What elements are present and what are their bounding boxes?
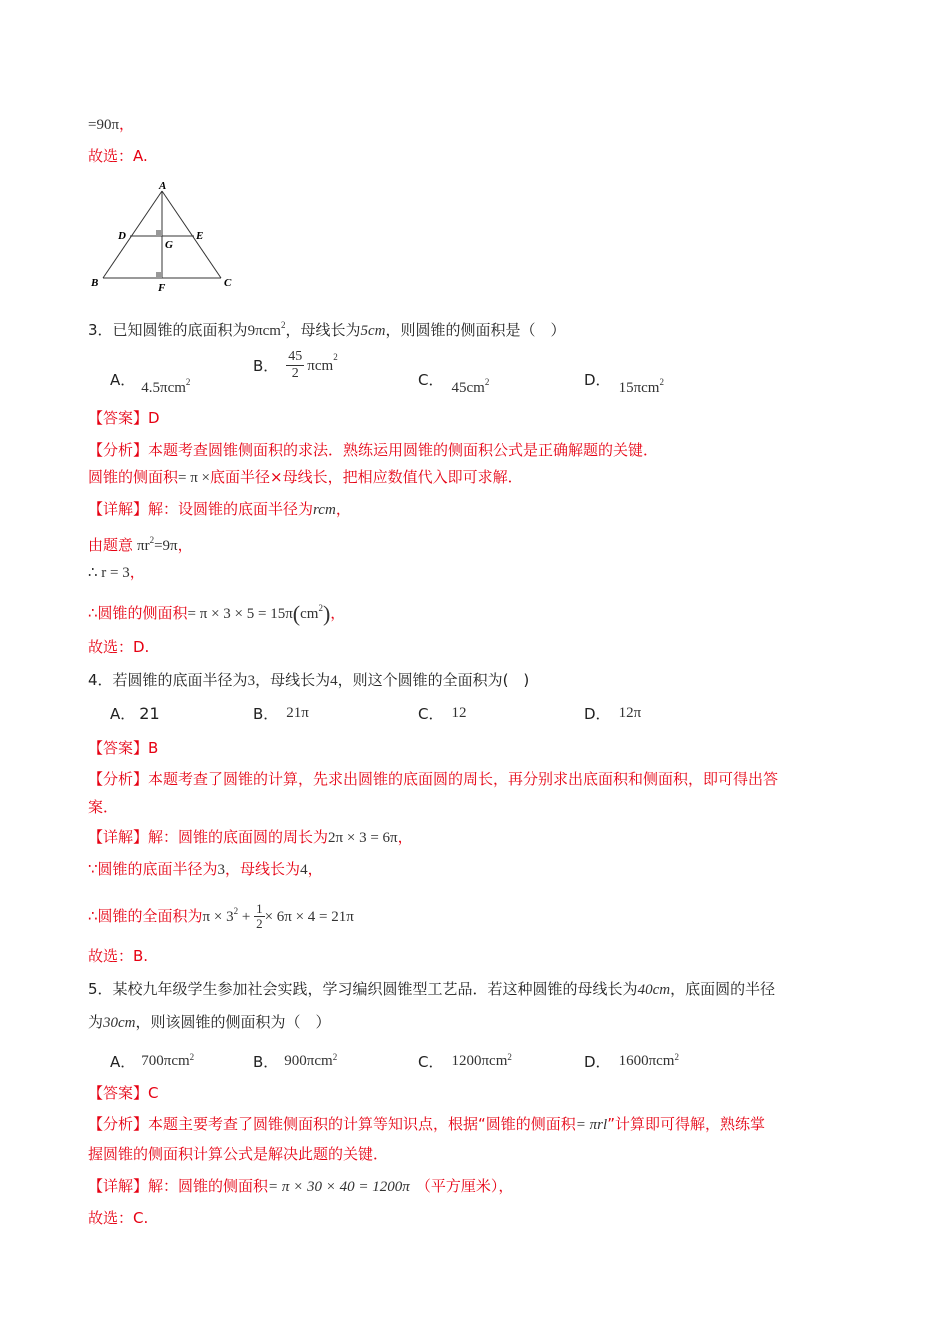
q5-choose: 故选：C. xyxy=(88,1209,149,1227)
option-letter: A． xyxy=(110,371,136,389)
formula-text: 圆锥的侧面积 xyxy=(88,468,179,486)
question-3-stem xyxy=(88,315,566,341)
stem-math: 4 xyxy=(330,673,338,689)
option-letter: C． xyxy=(418,371,444,389)
superscript: 2 xyxy=(484,377,490,387)
punctuation: ， xyxy=(129,563,145,581)
answer-value: B xyxy=(148,739,159,757)
q3-step-3 xyxy=(88,598,345,624)
q4-analysis-cont: 案． xyxy=(88,798,119,816)
stem-text: ，母线长为 xyxy=(255,671,331,689)
option-value: 1200πcm xyxy=(451,1053,508,1069)
previous-result-math: =90π xyxy=(88,117,120,133)
superscript: 2 xyxy=(233,906,239,916)
label-a: A xyxy=(159,180,167,192)
question-5-stem-cont xyxy=(88,1012,331,1033)
q4-choose: 故选：B. xyxy=(88,947,149,965)
stem-text: 已知圆锥的底面积为 xyxy=(112,321,248,339)
q3-option-d[interactable] xyxy=(584,365,664,396)
q5-option-d[interactable] xyxy=(584,1047,679,1073)
superscript: 2 xyxy=(659,377,664,387)
detail-math: = π × 30 × 40 = 1200π xyxy=(268,1179,410,1195)
fraction xyxy=(286,349,304,382)
q4-analysis xyxy=(88,769,778,789)
q5-option-c[interactable] xyxy=(418,1047,512,1073)
q3-option-a[interactable] xyxy=(110,365,191,396)
question-number: 5． xyxy=(88,980,113,998)
q4-option-a[interactable] xyxy=(110,704,160,724)
punctuation: ， xyxy=(177,536,193,554)
fraction-denominator: 2 xyxy=(291,366,299,381)
step-math: ∴ r = 3 xyxy=(88,565,130,581)
q4-step-2 xyxy=(88,897,354,931)
q4-option-c[interactable] xyxy=(418,704,466,725)
superscript: 2 xyxy=(332,1052,338,1062)
q3-analysis xyxy=(88,440,658,460)
previous-answer-choice: 故选：A. xyxy=(88,147,148,165)
analysis-text: 本题主要考查了圆锥侧面积的计算等知识点，根据“圆锥的侧面积 xyxy=(148,1115,576,1133)
stem-text: ，则圆锥的侧面积是（ ） xyxy=(385,321,566,339)
option-letter: C． xyxy=(418,705,444,723)
detail-tag: 【详解】 xyxy=(88,500,149,518)
superscript: 2 xyxy=(674,1052,679,1062)
detail-tag: 【详解】 xyxy=(88,1177,149,1195)
superscript: 2 xyxy=(185,377,191,387)
analysis-tag: 【分析】 xyxy=(88,770,149,788)
punctuation: ， xyxy=(330,604,346,622)
q3-step-1 xyxy=(88,530,193,556)
stem-math: 9πcm xyxy=(247,323,281,339)
stem-math: 30cm xyxy=(103,1015,136,1031)
stem-text: 某校九年级学生参加社会实践，学习编织圆锥型工艺品．若这种圆锥的母线长为 xyxy=(112,980,638,998)
option-value: 700πcm xyxy=(141,1053,190,1069)
triangle-figure xyxy=(88,178,248,294)
q5-analysis-cont: 握圆锥的侧面积计算公式是解决此题的关键． xyxy=(88,1145,389,1163)
label-b: B xyxy=(91,277,99,289)
step-math: πr xyxy=(137,538,150,554)
superscript: 2 xyxy=(507,1052,512,1062)
q3-option-c[interactable] xyxy=(418,365,490,396)
label-c: C xyxy=(224,277,232,289)
option-letter: D． xyxy=(584,1053,611,1071)
step-text: ，母线长为 xyxy=(225,860,301,878)
side-ab xyxy=(103,191,162,278)
q3-choose: 故选：D. xyxy=(88,638,150,656)
q5-answer xyxy=(88,1083,159,1103)
previous-result-line xyxy=(88,114,134,135)
answer-value: C xyxy=(148,1084,159,1102)
fraction-numerator: 1 xyxy=(256,901,263,916)
q3-option-b[interactable] xyxy=(253,347,338,382)
step-math: π × 3 xyxy=(202,909,234,925)
unit: cm xyxy=(300,606,319,622)
answer-value: D xyxy=(148,409,160,427)
fraction-denominator: 2 xyxy=(256,916,263,931)
step-math: = π × 3 × 5 = 15π xyxy=(187,606,293,622)
q4-detail xyxy=(88,827,413,848)
step-math: 4 xyxy=(300,862,308,878)
stem-math: 40cm xyxy=(637,982,671,998)
question-5-stem xyxy=(88,979,775,1000)
superscript: 2 xyxy=(318,603,323,613)
option-value: 21π xyxy=(286,705,309,721)
fraction-numerator: 45 xyxy=(288,349,303,364)
step-math: + xyxy=(238,909,255,925)
detail-text: 解：圆锥的侧面积 xyxy=(148,1177,269,1195)
detail-math: rcm xyxy=(313,502,336,518)
fraction xyxy=(254,902,265,931)
right-angle-mark-g xyxy=(156,230,162,236)
stem-text: 为 xyxy=(88,1013,104,1031)
analysis-text: 本题考查了圆锥的计算，先求出圆锥的底面圆的周长，再分别求出底面积和侧面积，即可得出答 xyxy=(148,770,779,788)
punctuation: ， xyxy=(119,115,135,133)
option-value: 12π xyxy=(618,705,642,721)
paren: ) xyxy=(322,601,331,626)
option-value: 21 xyxy=(139,704,160,723)
analysis-math: = πrl xyxy=(575,1117,608,1133)
option-value: 12 xyxy=(451,705,467,721)
option-letter: D． xyxy=(584,371,611,389)
step-math: 3 xyxy=(217,862,226,878)
option-value: 45cm xyxy=(451,380,485,396)
punctuation: ， xyxy=(397,828,413,846)
formula-text: 底面半径×母线长，把相应数值代入即可求解． xyxy=(210,468,523,486)
answer-tag: 【答案】 xyxy=(88,739,149,757)
option-value: 15πcm xyxy=(618,380,660,396)
option-letter: D． xyxy=(584,705,611,723)
q5-option-a[interactable] xyxy=(110,1047,194,1073)
detail-math: 2π × 3 = 6π xyxy=(328,830,398,846)
q4-option-d[interactable] xyxy=(584,704,641,725)
stem-text: ，母线长为 xyxy=(285,321,361,339)
option-letter: B． xyxy=(253,705,279,723)
option-value: 900πcm xyxy=(284,1053,333,1069)
superscript: 2 xyxy=(280,320,286,330)
q4-answer xyxy=(88,738,158,758)
q4-option-b[interactable] xyxy=(253,704,309,725)
option-letter: B． xyxy=(253,356,279,375)
formula-math: = π × xyxy=(178,470,211,486)
question-number: 3． xyxy=(88,321,113,339)
punctuation: ， xyxy=(307,860,323,878)
punctuation: ， xyxy=(335,500,351,518)
step-math: =9π xyxy=(154,538,178,554)
detail-text: 解：圆锥的底面圆的周长为 xyxy=(148,828,329,846)
q5-option-b[interactable] xyxy=(253,1047,337,1073)
analysis-tag: 【分析】 xyxy=(88,441,149,459)
q3-formula-line xyxy=(88,467,523,488)
stem-text: 若圆锥的底面半径为 xyxy=(112,671,248,689)
answer-tag: 【答案】 xyxy=(88,1084,149,1102)
stem-text: ，则该圆锥的侧面积为（ ） xyxy=(135,1013,331,1031)
stem-text: ，底面圆的半径 xyxy=(670,980,776,998)
question-4-stem xyxy=(88,670,529,691)
label-d: D xyxy=(118,230,126,242)
paren: ( xyxy=(292,601,301,626)
option-letter: B． xyxy=(253,1053,279,1071)
option-value: 1600πcm xyxy=(618,1053,675,1069)
stem-math: 5cm xyxy=(360,323,386,339)
q3-detail xyxy=(88,499,351,520)
answer-tag: 【答案】 xyxy=(88,409,149,427)
option-value: πcm xyxy=(307,357,334,374)
q3-answer xyxy=(88,408,160,428)
analysis-tag: 【分析】 xyxy=(88,1115,149,1133)
stem-math: 3 xyxy=(247,673,256,689)
superscript: 2 xyxy=(149,535,155,545)
detail-tag: 【详解】 xyxy=(88,828,149,846)
option-letter: A． xyxy=(110,1053,136,1071)
q5-analysis xyxy=(88,1114,765,1135)
superscript: 2 xyxy=(189,1052,195,1062)
analysis-text: 本题考查圆锥侧面积的求法．熟练运用圆锥的侧面积公式是正确解题的关键． xyxy=(148,441,659,459)
detail-text: （平方厘米）， xyxy=(415,1177,514,1195)
step-text: ∴圆锥的侧面积 xyxy=(88,604,188,622)
stem-text: ，则这个圆锥的全面积为( ) xyxy=(337,671,530,689)
step-text: ∴圆锥的全面积为 xyxy=(88,907,203,925)
step-text: ∵圆锥的底面半径为 xyxy=(88,860,218,878)
label-f: F xyxy=(158,282,166,294)
question-number: 4． xyxy=(88,671,113,689)
option-value: 4.5πcm xyxy=(141,380,186,396)
q3-step-2 xyxy=(88,562,145,583)
step-text: 由题意 xyxy=(88,536,134,554)
right-angle-mark-f xyxy=(156,272,162,278)
option-letter: C． xyxy=(418,1053,444,1071)
step-math: × 6π × 4 = 21π xyxy=(264,909,354,925)
label-g: G xyxy=(165,239,173,251)
superscript: 2 xyxy=(333,352,338,362)
detail-text: 解：设圆锥的底面半径为 xyxy=(148,500,314,518)
q4-step-1 xyxy=(88,859,323,880)
q5-detail xyxy=(88,1176,513,1197)
side-ac xyxy=(162,191,221,278)
label-e: E xyxy=(196,230,204,242)
analysis-text: ”计算即可得解，熟练掌 xyxy=(607,1115,765,1133)
option-letter: A． xyxy=(110,705,136,723)
